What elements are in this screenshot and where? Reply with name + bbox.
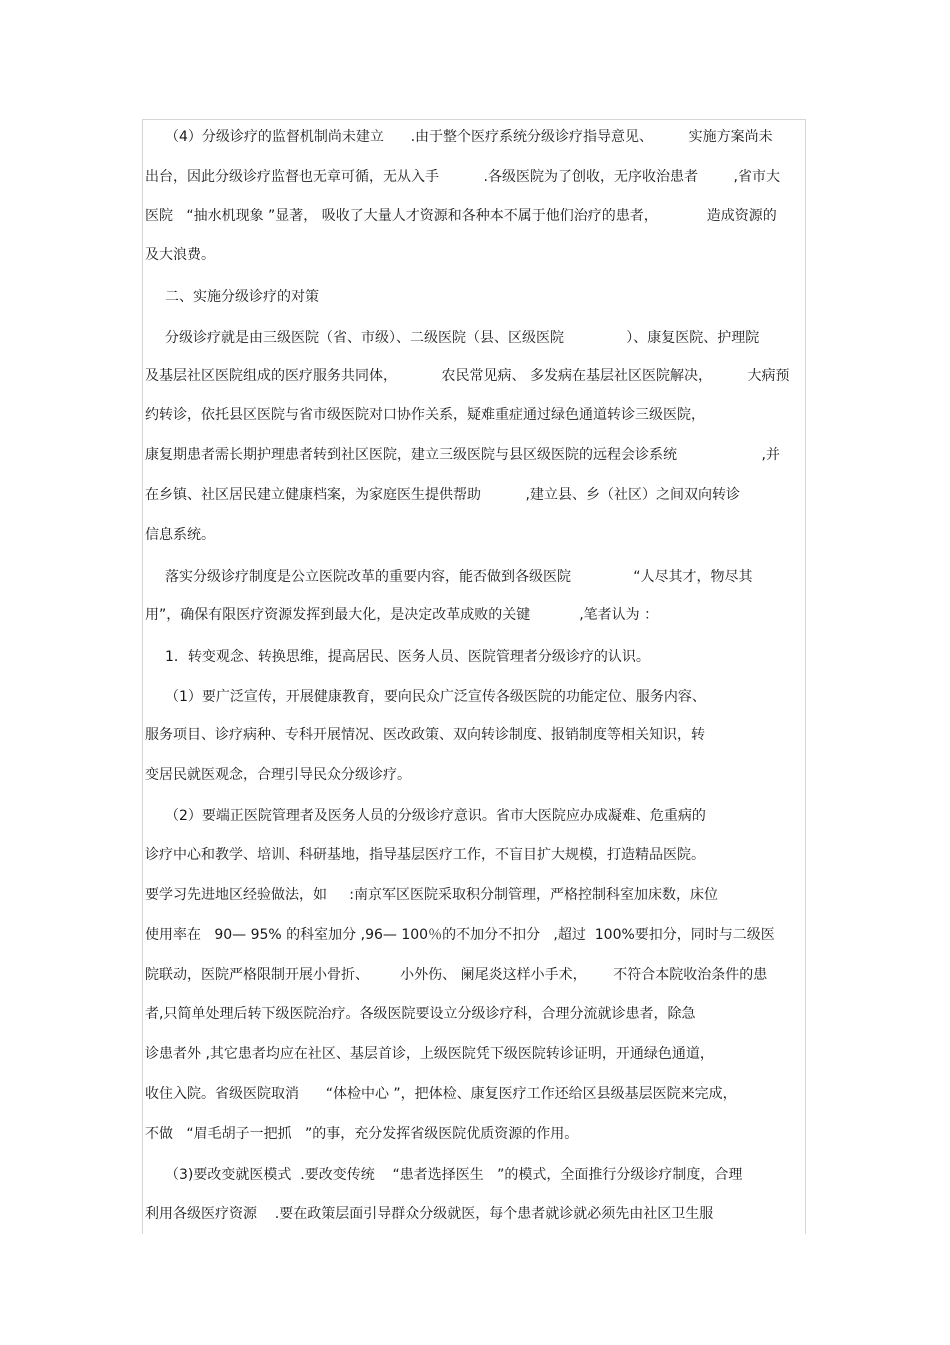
section-heading: 二、实施分级诊疗的对策	[165, 289, 319, 305]
text-line: 者,只简单处理后转下级医院治疗。各级医院要设立分级诊疗科，合理分流就诊患者，除急	[145, 1006, 696, 1022]
text-line: 要学习先进地区经验做法，如 :南京军区医院采取积分制管理，严格控制科室加床数，床位	[145, 887, 718, 903]
text-line: 诊患者外 ,其它患者均应在社区、基层首诊，上级医院凭下级医院转诊证明，开通绿色通道，	[145, 1046, 714, 1062]
text-line: （1）要广泛宣传，开展健康教育，要向民众广泛宣传各级医院的功能定位、服务内容、	[165, 689, 706, 705]
text-line: 及基层社区医院组成的医疗服务共同体， 农民常见病、 多发病在基层社区医院解决， 大病预	[145, 368, 790, 384]
text-line: 利用各级医疗资源 .要在政策层面引导群众分级就医，每个患者就诊就必须先由社区卫生服	[145, 1206, 714, 1222]
text-line: 医院 “抽水机现象 ”显著， 吸收了大量人才资源和各种本不属于他们治疗的患者， 造成资源的	[145, 208, 777, 224]
text-line: 及大浪费。	[145, 247, 215, 263]
text-line: （2）要端正医院管理者及医务人员的分级诊疗意识。省市大医院应办成凝难、危重病的	[165, 808, 706, 824]
text-line: （3)要改变就医模式 .要改变传统 “患者选择医生 ”的模式，全面推行分级诊疗制度，合理	[165, 1167, 743, 1183]
text-line: 在乡镇、社区居民建立健康档案，为家庭医生提供帮助 ,建立县、乡（社区）之间双向转诊	[145, 487, 740, 503]
text-line: 信息系统。	[145, 527, 215, 543]
text-line: 出台，因此分级诊疗监督也无章可循，无从入手 .各级医院为了创收，无序收治患者 ,省市大	[145, 169, 781, 185]
text-line: 约转诊，依托县区医院与省市级医院对口协作关系，疑难重症通过绿色通道转诊三级医院，	[145, 407, 705, 423]
text-line: 服务项目、诊疗病种、专科开展情况、医改政策、双向转诊制度、报销制度等相关知识，转	[145, 727, 705, 743]
text-line: 变居民就医观念，合理引导民众分级诊疗。	[145, 767, 411, 783]
text-line: 收住入院。省级医院取消 “体检中心 ”，把体检、康复医疗工作还给区县级基层医院来完成，	[145, 1086, 737, 1102]
text-line: 康复期患者需长期护理患者转到社区医院，建立三级医院与县区级医院的远程会诊系统 ,并	[145, 447, 781, 463]
page-border-left	[142, 119, 143, 1234]
text-line: 诊疗中心和教学、培训、科研基地，指导基层医疗工作，不盲目扩大规模，打造精品医院。	[145, 847, 705, 863]
text-line: 落实分级诊疗制度是公立医院改革的重要内容，能否做到各级医院 “人尽其才，物尽其	[165, 569, 753, 585]
text-line: 分级诊疗就是由三级医院（省、市级）、二级医院（县、区级医院 ）、康复医院、护理院	[165, 330, 760, 346]
text-line: 院联动，医院严格限制开展小骨折、 小外伤、 阑尾炎这样小手术， 不符合本院收治条件的患	[145, 967, 768, 983]
page-border-top	[142, 119, 806, 120]
text-line: 不做 “眉毛胡子一把抓 ”的事，充分发挥省级医院优质资源的作用。	[145, 1126, 579, 1142]
text-line: 使用率在 90— 95% 的科室加分 ,96— 100％的不加分不扣分 ,超过 100%要扣分，同时与二级医	[145, 927, 775, 943]
text-line: （4）分级诊疗的监督机制尚未建立 .由于整个医疗系统分级诊疗指导意见、 实施方案尚未	[165, 129, 773, 145]
page-border-right	[805, 119, 806, 1234]
text-line: 用”，确保有限医疗资源发挥到最大化，是决定改革成败的关键 ,笔者认为 ：	[145, 607, 659, 623]
list-heading: 1．转变观念、转换思维，提高居民、医务人员、医院管理者分级诊疗的认识。	[165, 649, 650, 665]
